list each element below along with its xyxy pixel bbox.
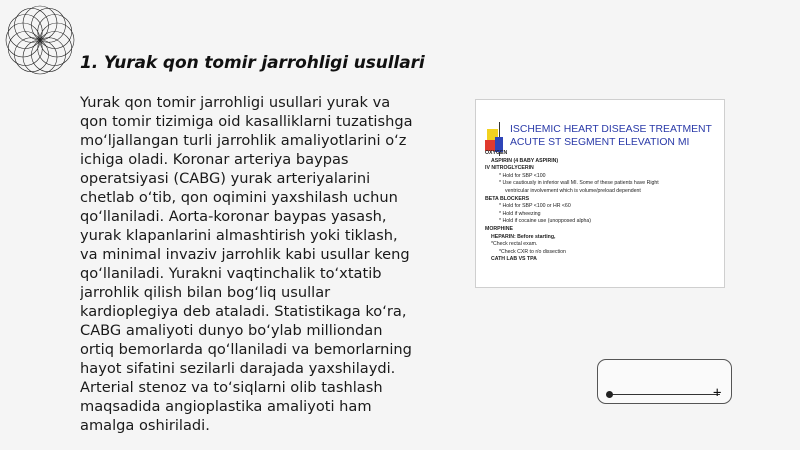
crosshair-plus-icon[interactable]: + — [713, 385, 722, 401]
circular-lattice-logo-icon — [4, 4, 76, 76]
slide-item: HEPARIN: Before starting, — [491, 233, 556, 240]
embedded-slide-image — [475, 99, 725, 288]
slide-title-line-2: ACUTE ST SEGMENT ELEVATION MI — [510, 137, 690, 148]
playback-track[interactable] — [609, 394, 720, 395]
slide-item: * Use cautiously in inferior wall MI. Some of these patients have Right — [499, 180, 659, 187]
slide-item: ventricular involvement which is volume/preload dependent — [505, 187, 641, 194]
slide-item: *Check rectal exam. — [491, 241, 538, 248]
slide-item: ASPIRIN (4 BABY ASPIRIN) — [491, 157, 559, 164]
page-title: 1. Yurak qon tomir jarrohligi usullari — [80, 53, 425, 73]
slide-item: *Check CXR to r/o dissection — [499, 248, 566, 255]
playhead-dot-icon[interactable] — [606, 391, 613, 398]
body-paragraph: Yurak qon tomir jarrohligi usullari yurak va qon tomir tizimiga oid kasalliklarni tuzatishga mo‘ljallangan turli jarrohlik amaliyotlarini o‘z ichiga oladi. Koronar arteriya baypas operatsiyasi (CABG) yurak arteriyalarini chetlab o‘tib, qon oqimini yaxshilash uchun qo‘llaniladi. Aorta-koronar baypas yasash, yurak klapanlarini almashtirish yoki tiklash, va minimal invaziv jarrohlik kabi usullar keng qo‘llaniladi. Yurakni vaqtinchalik to‘xtatib jarrohlik qilish bilan bog‘liq usullar kardioplegiya deb ataladi. Statistikaga ko‘ra, CABG amaliyoti dunyo bo‘ylab milliondan ortiq bemorlarda qo‘llaniladi va bemorlarning hayot sifatini sezilarli darajada yaxshilaydi. Arterial stenoz va to‘siqlarni olib tashlash maqsadida angioplastika amaliyoti ham amalga oshiriladi. — [80, 94, 413, 434]
media-player-control[interactable] — [597, 359, 732, 404]
slide-item: MORPHINE — [485, 225, 513, 232]
slide-title-line-1: ISCHEMIC HEART DISEASE TREATMENT — [510, 124, 712, 135]
slide-item: IV NITROGLYCERIN — [485, 165, 534, 172]
slide-item-list — [485, 150, 721, 264]
slide-item: * Hold for SBP <100 or HR <60 — [499, 203, 571, 210]
slide-item: CATH LAB VS TPA — [491, 256, 537, 263]
slide-item: BETA BLOCKERS — [485, 195, 530, 202]
slide-item: OXYGEN — [485, 150, 508, 156]
slide-item: * Hold for SBP <100 — [499, 172, 546, 179]
slide-item: * Hold if wheezing — [499, 210, 541, 217]
slide-item: * Hold if cocaine use (unopposed alpha) — [499, 218, 591, 225]
slide-title — [510, 123, 712, 149]
